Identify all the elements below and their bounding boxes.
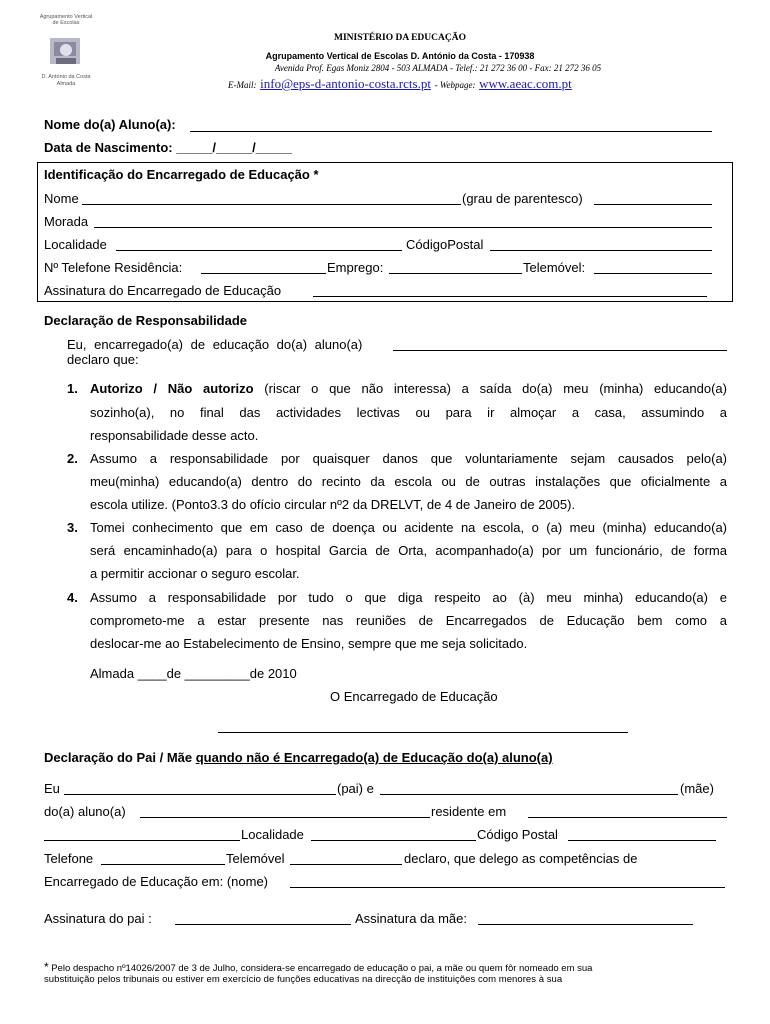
home-phone-line[interactable] <box>201 273 326 274</box>
responsibility-student-line[interactable] <box>393 350 727 351</box>
guardian-signature-label: Assinatura do Encarregado de Educação <box>44 283 282 298</box>
date-line[interactable]: Almada ____de _________de 2010 <box>90 666 297 681</box>
kinship-label: (grau de parentesco) <box>462 191 583 206</box>
footnote-star: * <box>44 960 49 974</box>
delegated-guardian-line[interactable] <box>290 887 725 888</box>
item-4-number: 4. <box>67 590 78 605</box>
guardian-box-title: Identificação do Encarregado de Educação * <box>44 167 319 182</box>
footnote-text-1: Pelo despacho nº14026/2007 de 3 de Julho, considera-se encarregado de educação o pai, a mãe ou quem fôr nomeado em sua <box>48 963 593 974</box>
delegate-text: declaro, que delego as competências de <box>404 851 638 866</box>
item-2-line-3: escola utilize. (Ponto3.3 do ofício circular nº2 da DRELVT, de 4 de Janeiro de 2005). <box>90 497 576 512</box>
school-name: Agrupamento Vertical de Escolas D. António da Costa - 170938 <box>265 51 535 61</box>
mobile-label: Telemóvel: <box>523 260 586 275</box>
item-4-line-1: Assumo a responsabilidade por tudo o que diga respeito ao (à) meu minha) educando(a) e <box>90 590 727 605</box>
parents-postal-label: Código Postal <box>477 827 558 842</box>
postal-code-label: CódigoPostal <box>406 237 484 252</box>
item-1-line-1 <box>90 381 727 396</box>
school-address: Avenida Prof. Egas Moniz 2804 - 503 ALMADA - Telef.: 21 272 36 00 - Fax: 21 272 36 05 <box>274 63 602 73</box>
webpage-label: - Webpage: <box>434 80 476 90</box>
guardian-box <box>37 162 733 302</box>
item-1-line-2: sozinho(a), no final das actividades lectivas ou para ir almoçar a casa, assumindo a <box>90 405 727 420</box>
father-signature-line[interactable] <box>175 924 351 925</box>
parents-postal-line[interactable] <box>568 840 716 841</box>
parents-title-plain: Declaração do Pai / Mãe <box>44 750 196 765</box>
logo-text-bottom: D. António da Costa Almada <box>41 74 91 87</box>
parents-mobile-line[interactable] <box>290 864 402 865</box>
responsibility-intro-2: declaro que: <box>67 352 139 367</box>
logo-text-top: Agrupamento Vertical de Escolas <box>39 14 93 26</box>
mother-name-line[interactable] <box>380 794 678 795</box>
job-label: Emprego: <box>327 260 384 275</box>
parents-phone-label: Telefone <box>44 851 94 866</box>
guardian-sign-line[interactable] <box>218 732 628 733</box>
item-1-number: 1. <box>67 381 78 396</box>
kinship-line[interactable] <box>594 204 712 205</box>
parents-student-label: do(a) aluno(a) <box>44 804 126 819</box>
guardian-name-label: Nome <box>44 191 79 206</box>
guardian-name-prompt: Encarregado de Educação em: (nome) <box>44 874 269 889</box>
item-1-text-1: (riscar o que não interessa) a saída do(a) meu (minha) educando(a) <box>253 381 727 396</box>
parents-mobile-label: Telemóvel <box>226 851 285 866</box>
parents-title-underlined: quando não é Encarregado(a) de Educação do(a) aluno(a) <box>195 750 553 765</box>
item-2-line-2: meu(minha) educando(a) dentro do recinto da escola ou de outras instalações que oficialmente a <box>90 474 727 489</box>
ministry-title: MINISTÉRIO DA EDUCAÇÃO <box>334 33 466 43</box>
home-phone-label: Nº Telefone Residência: <box>44 260 183 275</box>
item-3-line-2: será encaminhado(a) para o hospital Garcia de Orta, acompanhado(a) por um funcionário, de forma <box>90 543 727 558</box>
authorize-option[interactable]: Autorizo / Não autorizo <box>90 381 254 396</box>
email-label: E-Mail: <box>228 80 257 90</box>
father-name-line[interactable] <box>64 794 336 795</box>
student-name-field[interactable] <box>44 117 176 132</box>
item-3-number: 3. <box>67 520 78 535</box>
mother-signature-label: Assinatura da mãe: <box>355 911 468 926</box>
item-2-line-1: Assumo a responsabilidade por quaisquer danos que voluntariamente sejam causados pelo(a) <box>90 451 727 466</box>
guardian-name-line[interactable] <box>82 204 461 205</box>
parents-phone-line[interactable] <box>101 864 225 865</box>
item-3-line-3: a permitir accionar o seguro escolar. <box>90 566 300 581</box>
address-label: Morada <box>44 214 89 229</box>
webpage-link[interactable]: www.aeac.com.pt <box>479 76 572 91</box>
job-line[interactable] <box>389 273 522 274</box>
email-link[interactable]: info@eps-d-antonio-costa.rcts.pt <box>260 76 431 91</box>
guardian-signature-line[interactable] <box>313 296 707 297</box>
item-4-line-3: deslocar-me ao Estabelecimento de Ensino, sempre que me seja solicitado. <box>90 636 528 651</box>
item-3-line-1: Tomei conhecimento que em caso de doença ou acidente na escola, o (a) meu (minha) educando(a) <box>90 520 727 535</box>
responsibility-title: Declaração de Responsabilidade <box>44 313 248 328</box>
contact-line <box>228 76 572 92</box>
item-4-line-2: comprometo-me a estar presente nas reuniões de Encarregados de Educação bem como a <box>90 613 727 628</box>
address-line[interactable] <box>94 227 712 228</box>
parents-title <box>44 750 553 765</box>
footnote-line-2: substituição pelos tribunais ou estiver em exercício de funções educativas na direcção de instituições com menores à sua <box>44 974 563 985</box>
footnote-line-1 <box>44 960 592 974</box>
parents-locality-label: Localidade <box>241 827 304 842</box>
mother-signature-line[interactable] <box>478 924 693 925</box>
responsibility-intro: Eu, encarregado(a) de educação do(a) aluno(a) <box>67 337 363 352</box>
student-name-label: Nome do(a) Aluno(a): <box>44 117 176 132</box>
item-2-number: 2. <box>67 451 78 466</box>
father-signature-label: Assinatura do pai : <box>44 911 152 926</box>
birth-date-field[interactable]: Data de Nascimento: _____/_____/_____ <box>44 140 292 155</box>
parents-locality-line[interactable] <box>311 840 476 841</box>
guardian-sign-caption: O Encarregado de Educação <box>330 689 498 704</box>
parents-student-line[interactable] <box>140 817 430 818</box>
residence-line[interactable] <box>528 817 727 818</box>
parents-eu-label: Eu <box>44 781 60 796</box>
father-label: (pai) e <box>337 781 374 796</box>
residence-label: residente em <box>431 804 507 819</box>
mother-label: (mãe) <box>680 781 714 796</box>
residence-cont-line[interactable] <box>44 840 240 841</box>
locality-label: Localidade <box>44 237 107 252</box>
mobile-line[interactable] <box>594 273 712 274</box>
student-name-line[interactable] <box>190 131 712 132</box>
locality-line[interactable] <box>116 250 402 251</box>
postal-code-line[interactable] <box>490 250 712 251</box>
item-1-line-3: responsabilidade desse acto. <box>90 428 259 443</box>
